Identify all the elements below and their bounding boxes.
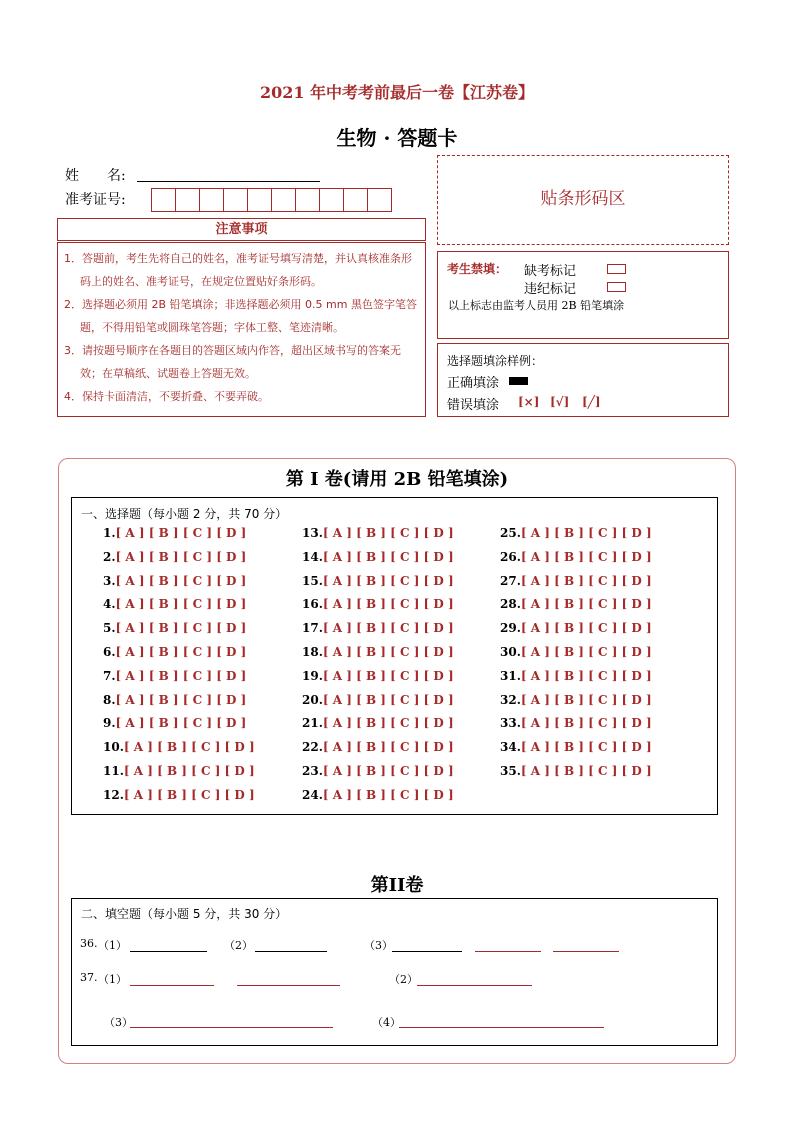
choice-question [103,574,246,588]
question-number: 25. [500,526,521,540]
q37-blank1-line-a[interactable] [130,984,214,986]
exam-id-digit-box[interactable] [295,188,320,212]
question-number: 27. [500,573,521,588]
forbid-label: 考生禁填： [447,262,508,276]
choice-question [500,574,652,588]
exam-id-digit-box[interactable] [151,188,176,212]
q36-blank3-line-c[interactable] [553,950,619,952]
exam-id-digit-box[interactable] [199,188,224,212]
answer-options[interactable]: [ A ] [ B ] [ C ] [ D ] [115,716,247,731]
answer-options[interactable]: [ A ] [ B ] [ C ] [ D ] [322,549,454,564]
choice-question [302,740,454,754]
answer-options[interactable]: [ A ] [ B ] [ C ] [ D ] [322,716,454,731]
question-number: 32. [500,692,521,707]
q36-blank2-label: （2） [224,939,253,952]
question-number: 23. [302,764,323,778]
notice-heading: 注意事项 [57,218,426,241]
answer-options[interactable]: [ A ] [ B ] [ C ] [ D ] [115,692,247,707]
correct-fill-sample [509,377,528,385]
question-number: 18. [302,645,323,659]
choice-question [302,574,454,588]
question-number: 8. [103,692,116,707]
answer-options[interactable]: [ A ] [ B ] [ C ] [ D ] [520,716,652,731]
answer-options[interactable]: [ A ] [ B ] [ C ] [ D ] [322,692,454,707]
answer-options[interactable]: [ A ] [ B ] [ C ] [ D ] [520,645,652,659]
answer-options[interactable]: [ A ] [ B ] [ C ] [ D ] [322,764,454,778]
q36-number: 36. [80,937,98,950]
answer-options[interactable]: [ A ] [ B ] [ C ] [ D ] [322,573,454,588]
choice-question [302,693,454,707]
question-number: 33. [500,716,521,731]
notice-box [57,242,426,417]
answer-options[interactable]: [ A ] [ B ] [ C ] [ D ] [115,549,247,564]
question-number: 10. [103,740,124,755]
sample-heading: 选择题填涂样例： [447,354,544,368]
question-number: 14. [302,549,323,564]
choice-question [500,693,652,707]
q36-blank3-label: （3） [364,939,393,952]
q37-blank1-label: （1） [98,973,127,986]
correct-fill-label: 正确填涂 [447,376,500,391]
choice-question [302,788,454,802]
answer-options[interactable]: [ A ] [ B ] [ C ] [ D ] [115,621,247,636]
question-number: 29. [500,621,521,636]
question-number: 31. [500,668,521,683]
q36-blank3-line-a[interactable] [392,950,462,952]
choice-question [500,526,652,540]
choice-question [500,550,652,564]
choice-question [103,645,246,659]
choice-question [103,764,255,778]
q37-number: 37. [80,971,98,984]
exam-title: 2021 年中考考前最后一卷【江苏卷】 [259,83,535,102]
choice-question [500,645,652,659]
question-number: 1. [103,526,116,540]
answer-options[interactable]: [ A ] [ B ] [ C ] [ D ] [115,668,247,683]
choice-question [103,526,246,540]
exam-id-boxes[interactable] [151,188,391,212]
exam-id-digit-box[interactable] [343,188,368,212]
name-input-line[interactable] [137,180,320,182]
choice-question [103,621,246,635]
question-number: 2. [103,549,116,564]
question-number: 17. [302,621,323,636]
wrong-mark-cross: [×] [518,395,540,409]
fill-sample-box [437,343,729,417]
choice-question [302,716,454,730]
q37-blank3-label: （3） [104,1016,133,1029]
q36-blank1-label: （1） [98,939,127,952]
answer-options[interactable]: [ A ] [ B ] [ C ] [ D ] [123,764,255,778]
part2-title: 第II卷 [370,875,424,896]
answer-options[interactable]: [ A ] [ B ] [ C ] [ D ] [123,740,255,755]
choice-question [500,740,652,754]
answer-options[interactable]: [ A ] [ B ] [ C ] [ D ] [520,740,652,755]
question-number: 24. [302,787,323,802]
choice-question [103,716,246,730]
exam-id-digit-box[interactable] [175,188,200,212]
absent-mark-label: 缺考标记 [524,264,577,279]
examiner-only-box [437,251,729,339]
choice-question [103,740,255,754]
answer-options[interactable]: [ A ] [ B ] [ C ] [ D ] [520,526,652,540]
question-number: 21. [302,716,323,731]
answer-options[interactable]: [ A ] [ B ] [ C ] [ D ] [520,573,652,588]
choice-section-heading: 一、选择题（每小题 2 分，共 70 分） [81,507,288,521]
wrong-fill-label: 错误填涂 [447,398,500,413]
notice-item: 4．保持卡面清洁，不要折叠、不要弄破。 [64,390,269,403]
choice-question [500,716,652,730]
exam-id-digit-box[interactable] [247,188,272,212]
q37-blank2-label: （2） [389,973,418,986]
choice-section-box [71,497,718,815]
part1-title: 第 I 卷(请用 2B 铅笔填涂) [285,469,509,490]
wrong-mark-check: [√] [550,395,570,409]
exam-id-digit-box[interactable] [319,188,344,212]
answer-options[interactable]: [ A ] [ B ] [ C ] [ D ] [520,668,652,683]
answer-options[interactable]: [ A ] [ B ] [ C ] [ D ] [115,597,247,612]
q36-blank3-line-b[interactable] [475,950,541,952]
exam-id-digit-box[interactable] [271,188,296,212]
choice-question [103,669,246,683]
choice-question [500,597,652,611]
question-number: 26. [500,549,521,564]
answer-options[interactable]: [ A ] [ B ] [ C ] [ D ] [322,787,454,802]
notice-item: 1．答题前，考生先将自己的姓名，准考证号填写清楚，并认真核准条形码上的姓名、准考证号，在规定位置贴好条形码。 [64,252,412,288]
question-number: 6. [103,645,116,659]
answer-options[interactable]: [ A ] [ B ] [ C ] [ D ] [322,597,454,612]
q37-blank3-line[interactable] [130,1026,333,1028]
question-number: 19. [302,668,323,683]
exam-id-digit-box[interactable] [223,188,248,212]
q37-blank2-line[interactable] [417,984,532,986]
choice-question [500,669,652,683]
answer-options[interactable]: [ A ] [ B ] [ C ] [ D ] [520,597,652,612]
exam-id-digit-box[interactable] [367,188,392,212]
answer-options[interactable]: [ A ] [ B ] [ C ] [ D ] [520,549,652,564]
choice-question [302,645,454,659]
q36-blank1-line[interactable] [130,950,207,952]
absent-mark-box[interactable] [607,264,626,274]
violation-mark-label: 违纪标记 [524,282,577,297]
question-number: 20. [302,692,323,707]
question-number: 7. [103,668,116,683]
answer-options[interactable]: [ A ] [ B ] [ C ] [ D ] [520,621,652,636]
question-number: 12. [103,787,124,802]
answer-options[interactable]: [ A ] [ B ] [ C ] [ D ] [115,645,247,659]
choice-question [103,550,246,564]
choice-question [302,764,454,778]
name-label: 姓 名: [65,168,126,184]
answer-options[interactable]: [ A ] [ B ] [ C ] [ D ] [322,645,454,659]
answer-sheet-subtitle: 生物 · 答题卡 [336,126,458,150]
fill-section-heading: 二、填空题（每小题 5 分，共 30 分） [81,907,288,921]
question-number: 13. [302,526,323,540]
question-number: 11. [103,764,124,778]
answer-options[interactable]: [ A ] [ B ] [ C ] [ D ] [123,787,255,802]
choice-question [103,597,246,611]
question-number: 28. [500,597,521,612]
question-number: 4. [103,597,116,612]
choice-question [302,621,454,635]
exam-id-label: 准考证号: [65,192,126,208]
question-number: 34. [500,740,521,755]
violation-mark-box[interactable] [607,282,626,292]
choice-question [103,693,246,707]
answer-options[interactable]: [ A ] [ B ] [ C ] [ D ] [322,668,454,683]
fill-section-box [71,898,718,1046]
answer-options[interactable]: [ A ] [ B ] [ C ] [ D ] [520,764,652,778]
question-number: 22. [302,740,323,755]
q37-blank4-line[interactable] [399,1026,604,1028]
question-number: 5. [103,621,116,636]
question-number: 9. [103,716,116,731]
question-number: 30. [500,645,521,659]
question-number: 15. [302,573,323,588]
answer-options[interactable]: [ A ] [ B ] [ C ] [ D ] [520,692,652,707]
question-number: 3. [103,573,116,588]
forbid-note: 以上标志由监考人员用 2B 铅笔填涂 [448,299,625,312]
q37-blank4-label: （4） [372,1016,401,1029]
q37-blank1-line-b[interactable] [237,984,340,986]
wrong-mark-slash: [╱] [582,395,601,409]
choice-question [103,788,255,802]
choice-question [302,669,454,683]
choice-question [500,621,652,635]
notice-item: 2．选择题必须用 2B 铅笔填涂；非选择题必须用 0.5 mm 黑色签字笔答题，不得用铅笔或圆珠笔答题；字体工整、笔迹清晰。 [64,298,417,334]
answer-options[interactable]: [ A ] [ B ] [ C ] [ D ] [322,740,454,755]
barcode-area: 贴条形码区 [437,155,729,245]
question-number: 16. [302,597,323,612]
choice-question [302,597,454,611]
answer-options[interactable]: [ A ] [ B ] [ C ] [ D ] [115,573,247,588]
choice-question [302,526,454,540]
q36-blank2-line[interactable] [255,950,327,952]
answer-options[interactable]: [ A ] [ B ] [ C ] [ D ] [322,526,454,540]
choice-question [500,764,652,778]
answer-options[interactable]: [ A ] [ B ] [ C ] [ D ] [115,526,247,540]
choice-question [302,550,454,564]
question-number: 35. [500,764,521,778]
notice-item: 3．请按题号顺序在各题目的答题区域内作答，超出区域书写的答案无效；在草稿纸、试题卷上答题无效。 [64,344,401,380]
answer-options[interactable]: [ A ] [ B ] [ C ] [ D ] [322,621,454,636]
